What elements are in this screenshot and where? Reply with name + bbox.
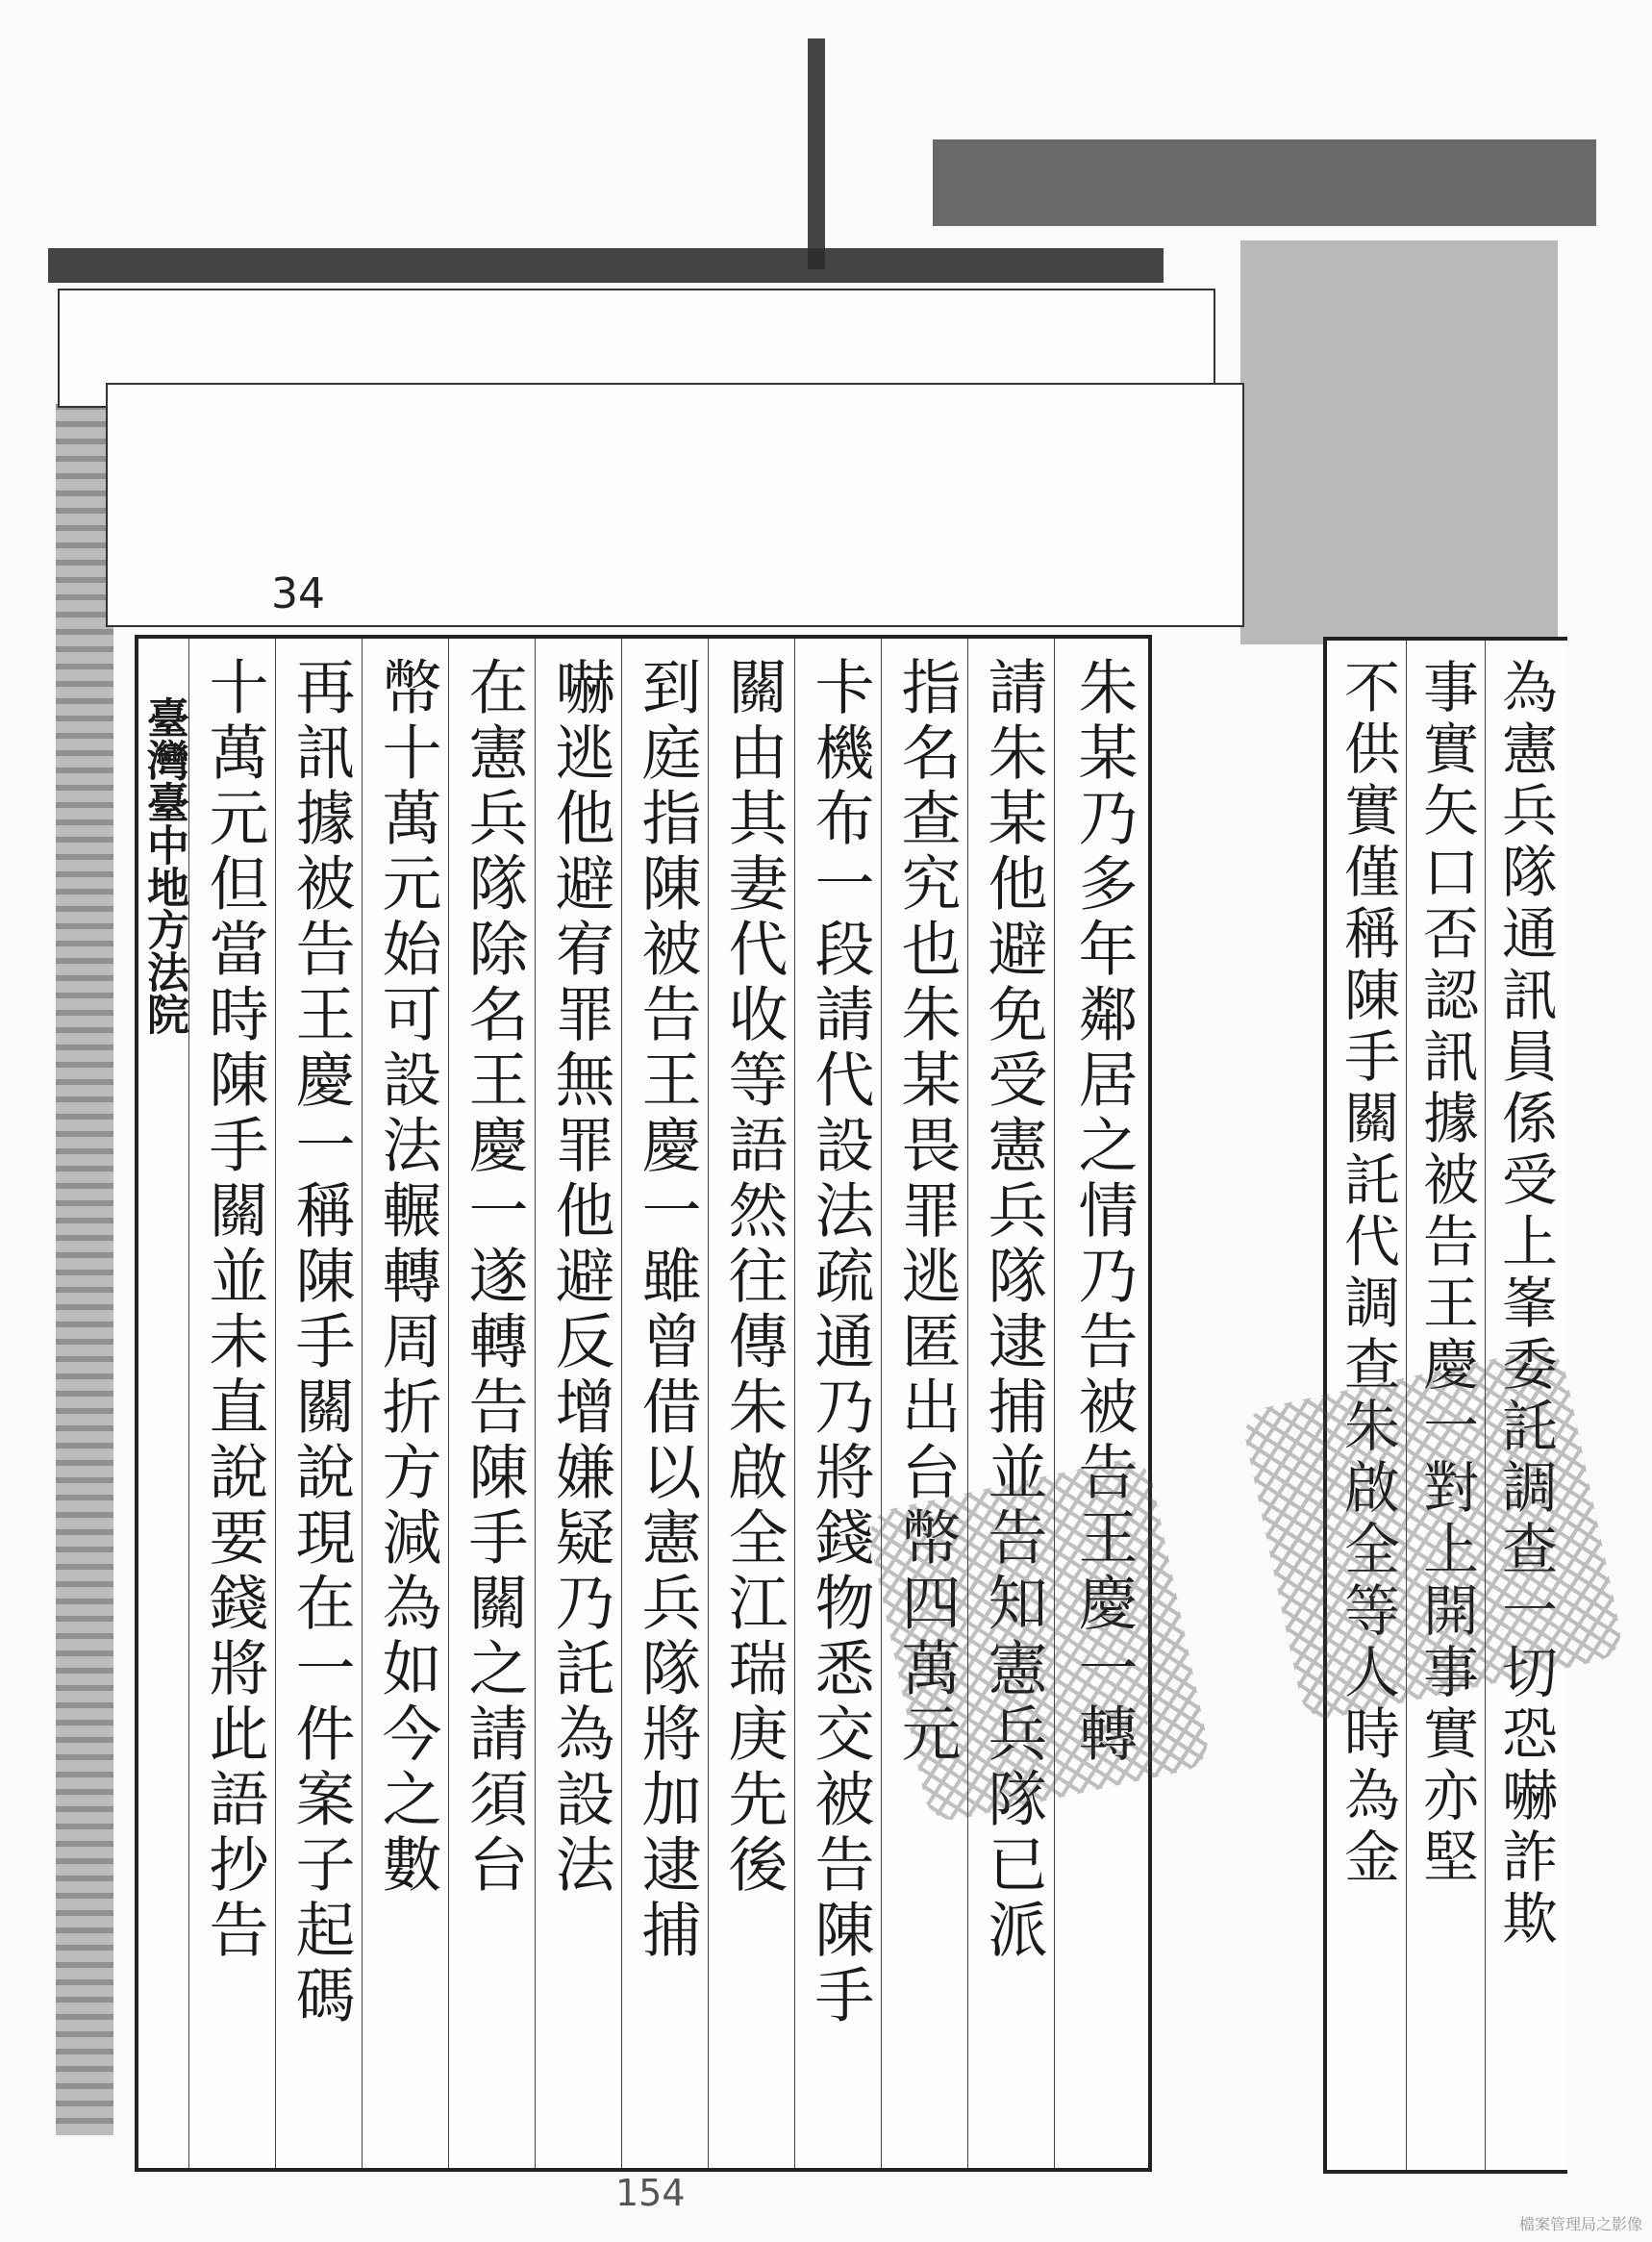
scan-noise-vertical [808, 38, 825, 269]
archive-watermark: 檔案管理局之影像 [1518, 2215, 1642, 2233]
text-column: 再訊據被告王慶一稱陳手關說現在一件案子起碼 [275, 639, 362, 2168]
text-column: 不供實僅稱陳手關託代調查朱啟全等人時為金 [1335, 658, 1400, 1889]
text-column: 卡機布一段請代設法疏通乃將錢物悉交被告陳手 [794, 639, 881, 2168]
text-column: 十萬元但當時陳手關並未直說要錢將此語抄告 [188, 639, 275, 2168]
official-seal-stamp [1239, 1345, 1625, 1723]
text-column: 指名查究也朱某畏罪逃匿出台幣四萬元 [881, 639, 967, 2168]
scan-noise-top [48, 248, 1164, 283]
text-column: 事實矢口否認訊據被告王慶一對上開事實亦堅 [1406, 641, 1485, 2170]
text-column: 關由其妻代收等語然往傳朱啟全江瑞庚先後 [708, 639, 794, 2168]
scan-noise-top-right [933, 139, 1596, 226]
court-margin-label: 臺灣臺中地方法院 [139, 696, 188, 1035]
text-column: 為憲兵隊通訊員係受上峯委託調查一切恐嚇詐欺 [1485, 641, 1564, 2170]
scan-noise-right [1240, 240, 1558, 644]
binding-edge [56, 404, 113, 2135]
text-column: 朱某乃多年鄰居之情乃告被告王慶一轉 [1054, 639, 1144, 2168]
text-column: 到庭指陳被告王慶一雖曾借以憲兵隊將加逮捕 [621, 639, 708, 2168]
text-column: 在憲兵隊除名王慶一遂轉告陳手關之請須台 [448, 639, 535, 2168]
document-page [135, 635, 1152, 2172]
page-number: 34 [271, 569, 325, 618]
folio-number: 154 [615, 2172, 686, 2214]
text-column: 幣十萬元始可設法輾轉周折方減為如今之數 [362, 639, 448, 2168]
text-column: 嚇逃他避宥罪無罪他避反增嫌疑乃託為設法 [535, 639, 621, 2168]
text-column: 請朱某他避免受憲兵隊逮捕並告知憲兵隊已派 [967, 639, 1054, 2168]
